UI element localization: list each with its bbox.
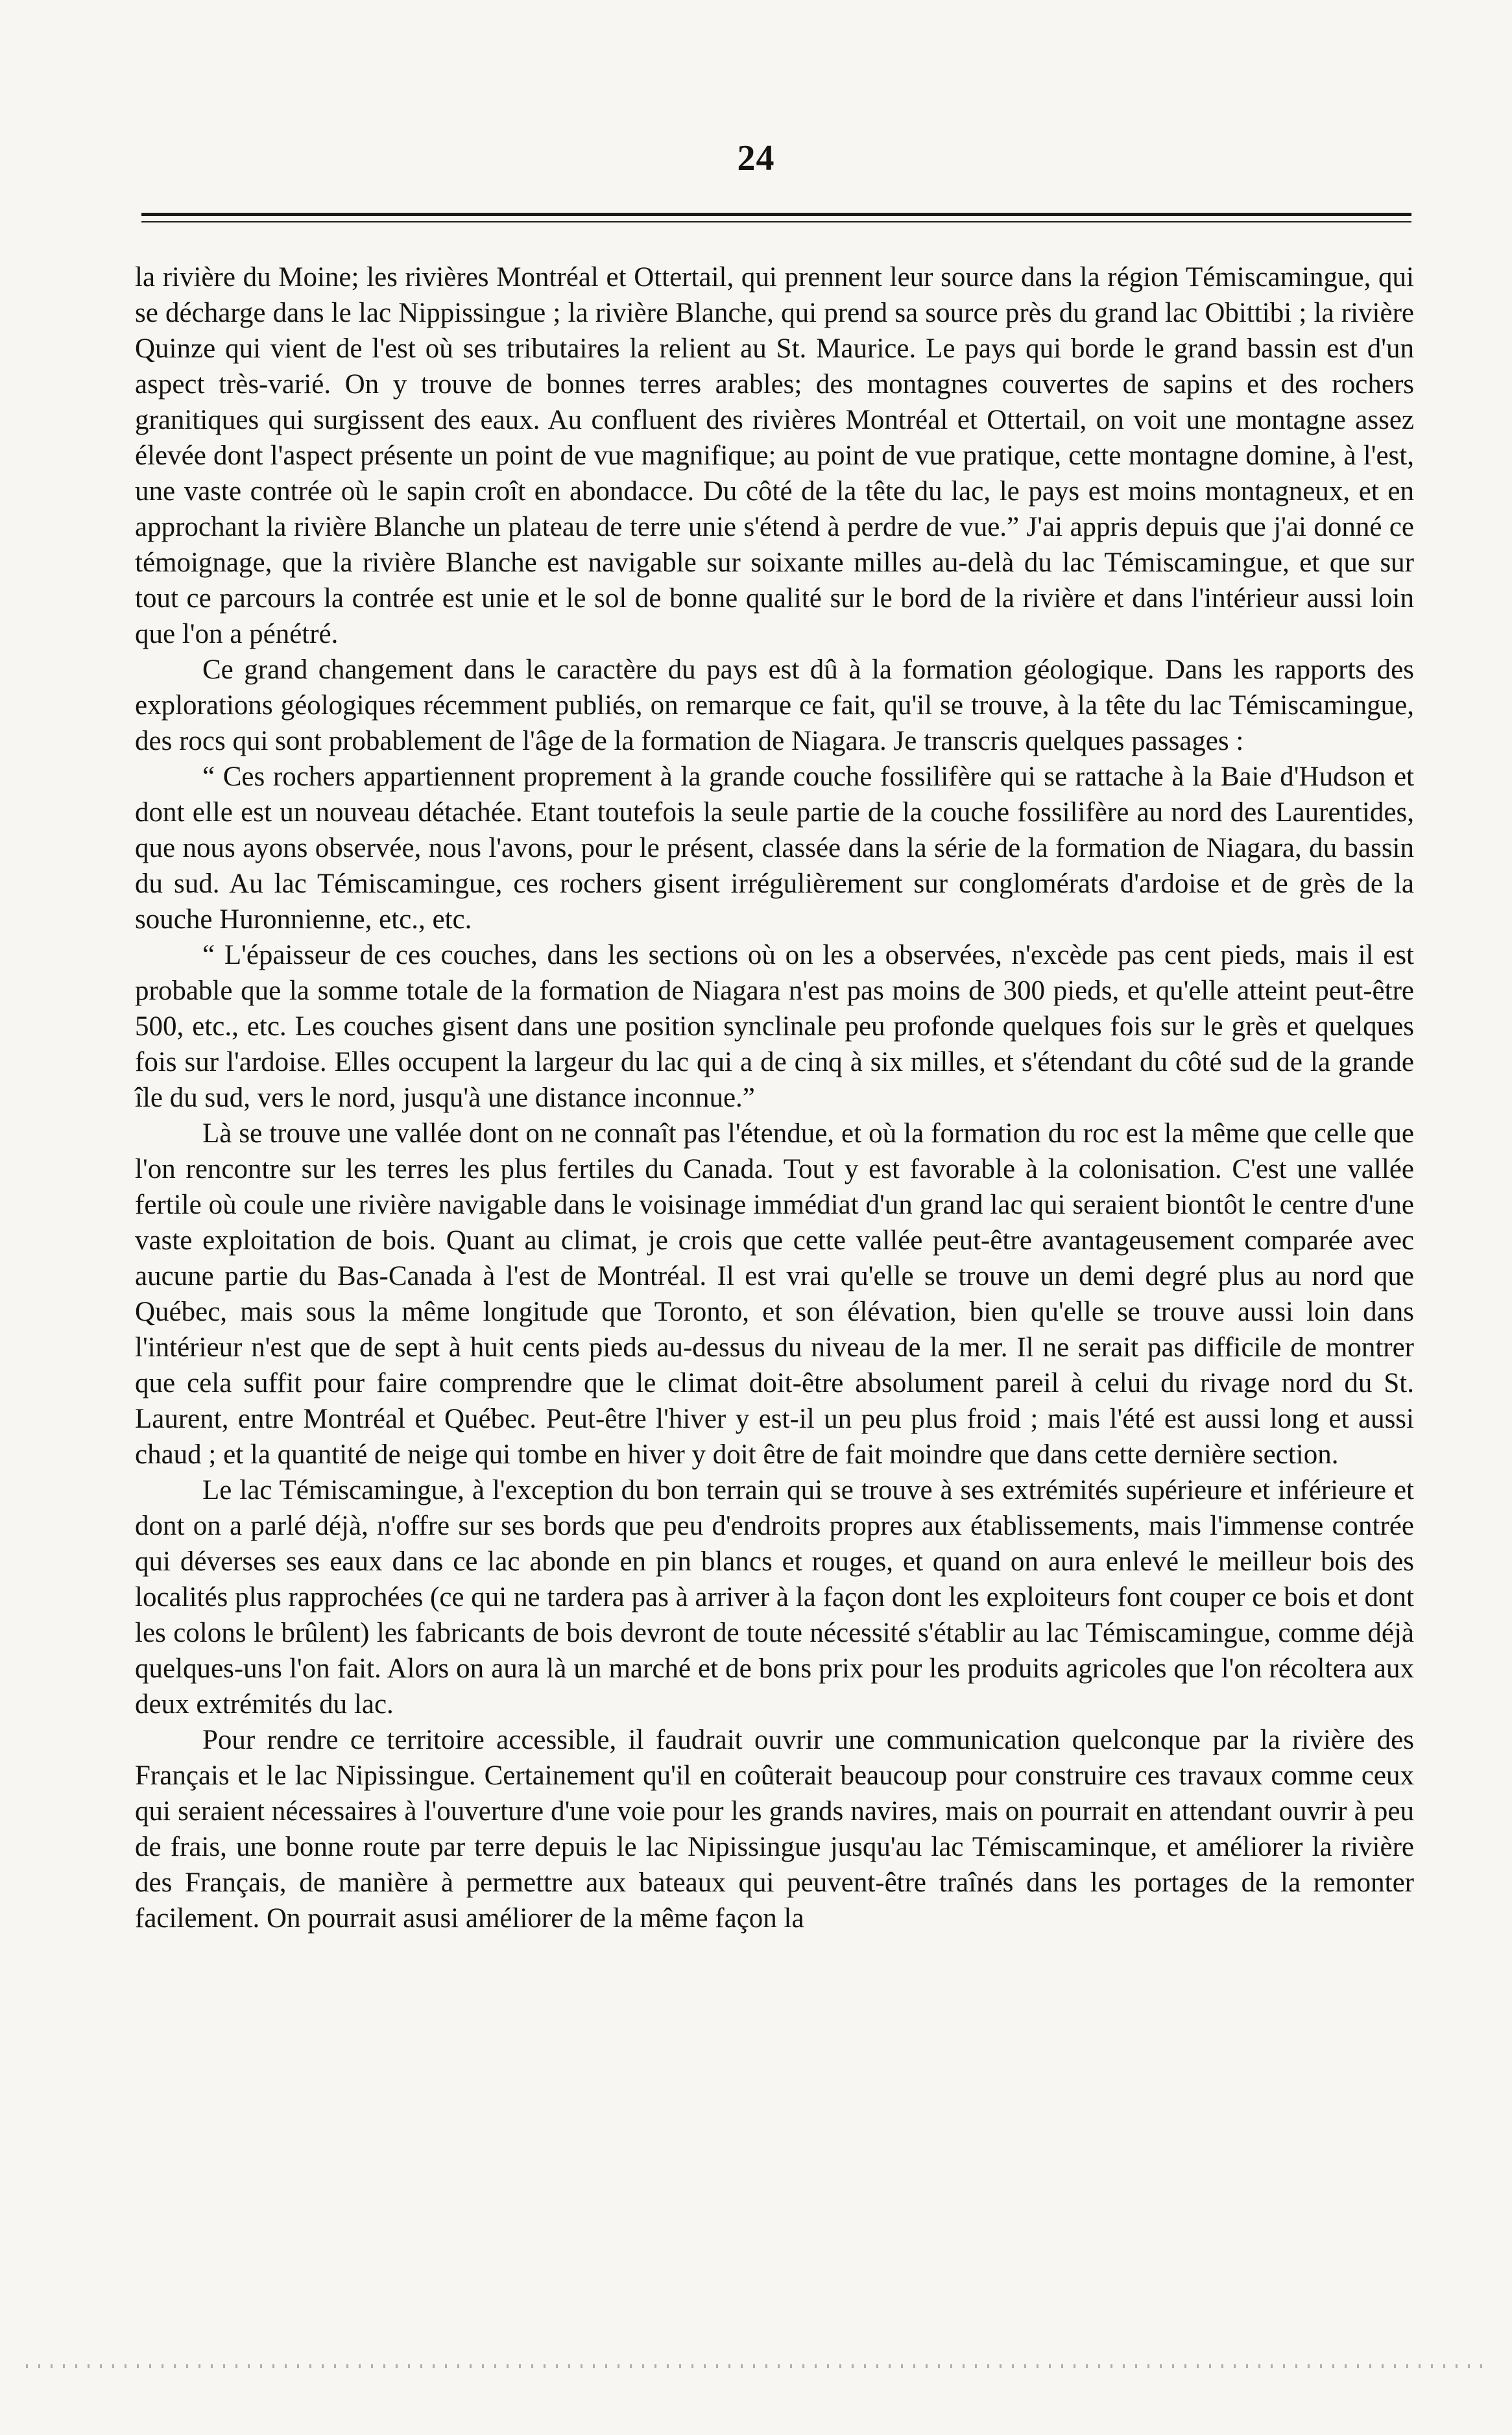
header-rule-thin [141, 221, 1411, 222]
page-number: 24 [737, 138, 775, 178]
quotation-paragraph: “ Ces rochers appartiennent proprement à la grande couche fossilifère qui se rattache à la Baie d'Hudson et dont elle est un nouveau détachée. Etant toutefois la seule partie de la couche fossilifère au nord des Laurentides, que nous ayons observée, nous l'avons, pour le présent, classée dans la série de la formation de Niagara, du bassin du sud. Au lac Témiscamingue, ces rochers gisent irrégulièrement sur conglomérats d'ardoise et de grès de la souche Huronnienne, etc., etc. [135, 762, 1414, 935]
paragraph: Ce grand changement dans le caractère du pays est dû à la formation géologique. Dans les rapports des explorations géologiques récemment publiés, on remarque ce fait, qu'il se trouve, à la tête du lac Témiscamingue, des rocs qui sont probablement de l'âge de la formation de Niagara. Je transcris quelques passages : [135, 654, 1414, 756]
paragraph: Le lac Témiscamingue, à l'exception du bon terrain qui se trouve à ses extrémités supérieure et inférieure et dont on a parlé déjà, n'offre sur ses bords que peu d'endroits propres aux établissements, mais l'immense contrée qui déverses ses eaux dans ce lac abonde en pin blancs et rouges, et quand on aura enlevé le meilleur bois des localités plus rapprochées (ce qui ne tardera pas à arriver à la façon dont les exploiteurs font couper ce bois et dont les colons le brûlent) les fabricants de bois devront de toute nécessité s'établir au lac Témiscamingue, comme déjà quelques-uns l'on fait. Alors on aura là un marché et de bons prix pour les produits agricoles que l'on récoltera aux deux extrémités du lac. [135, 1475, 1414, 1720]
paragraph: Là se trouve une vallée dont on ne connaît pas l'étendue, et où la formation du roc est la même que celle que l'on rencontre sur les terres les plus fertiles du Canada. Tout y est favorable à la colonisation. C'est une vallée fertile où coule une rivière navigable dans le voisinage immédiat d'un grand lac qui seraient biontôt le centre d'une vaste exploitation de bois. Quant au climat, je crois que cette vallée peut-être avantageusement comparée avec aucune partie du Bas-Canada à l'est de Montréal. Il est vrai qu'elle se trouve un demi degré plus au nord que Québec, mais sous la même longitude que Toronto, et son élévation, bien qu'elle se trouve aussi loin dans l'intérieur n'est que de sept à huit cents pieds au-dessus du niveau de la mer. Il ne serait pas difficile de montrer que cela suffit pour faire comprendre que le climat doit-être absolument pareil à celui du rivage nord du St. Laurent, entre Montréal et Québec. Peut-être l'hiver y est-il un peu plus froid ; mais l'été est aussi long et aussi chaud ; et la quantité de neige qui tombe en hiver y doit être de fait moindre que dans cette dernière section. [135, 1118, 1414, 1470]
quotation-paragraph: “ L'épaisseur de ces couches, dans les sections où on les a observées, n'excède pas cent pieds, mais il est probable que la somme totale de la formation de Niagara n'est pas moins de 300 pieds, et qu'elle atteint peut-être 500, etc., etc. Les couches gisent dans une position synclinale peu profonde quelques fois sur le grès et quelques fois sur l'ardoise. Elles occupent la largeur du lac qui a de cinq à six milles, et s'étendant du côté sud de la grande île du sud, vers le nord, jusqu'à une distance inconnue.” [135, 940, 1414, 1113]
scan-margin-specks [26, 2364, 1485, 2368]
paragraph: la rivière du Moine; les rivières Montréal et Ottertail, qui prennent leur source dans la région Témiscamingue, qui se décharge dans le lac Nippissingue ; la rivière Blanche, qui prend sa source près du grand lac Obittibi ; la rivière Quinze qui vient de l'est où ses tributaires la relient au St. Maurice. Le pays qui borde le grand bassin est d'un aspect très-varié. On y trouve de bonnes terres arables; des montagnes couvertes de sapins et des rochers granitiques qui surgissent des eaux. Au confluent des rivières Montréal et Ottertail, on voit une montagne assez élevée dont l'aspect présente un point de vue magnifique; au point de vue pratique, cette montagne domine, à l'est, une vaste contrée où le sapin croît en abondacce. Du côté de la tête du lac, le pays est moins montagneux, et en approchant la rivière Blanche un plateau de terre unie s'étend à perdre de vue.” J'ai appris depuis que j'ai donné ce témoignage, que la rivière Blanche est navigable sur soixante milles au-delà du lac Témiscamingue, et que sur tout ce parcours la contrée est unie et le sol de bonne qualité sur le bord de la rivière et dans l'intérieur aussi loin que l'on a pénétré. [135, 262, 1414, 649]
paragraph: Pour rendre ce territoire accessible, il faudrait ouvrir une communication quelconque par la rivière des Français et le lac Nipissingue. Certainement qu'il en coûterait beaucoup pour construire ces travaux comme ceux qui seraient nécessaires à l'ouverture d'une voie pour les grands navires, mais on pourrait en attendant ouvrir à peu de frais, une bonne route par terre depuis le lac Nipissingue jusqu'au lac Témiscaminque, et améliorer la rivière des Français, de manière à permettre aux bateaux qui peuvent-être traînés dans les portages de la remonter facilement. On pourrait asusi améliorer de la même façon la [135, 1725, 1414, 1934]
header-rule-thick [141, 213, 1411, 216]
body-text [135, 259, 1414, 1936]
header-rule [141, 213, 1411, 227]
